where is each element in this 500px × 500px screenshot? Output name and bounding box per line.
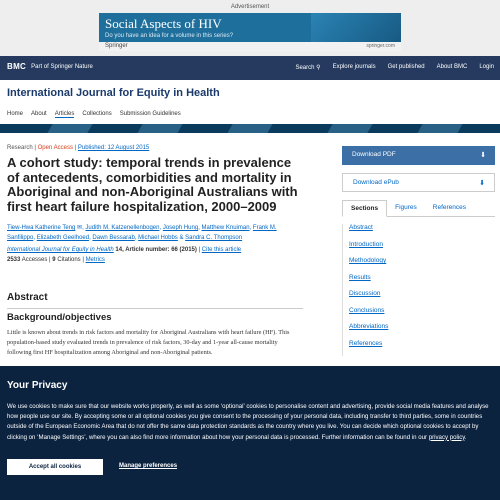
journal-nav-about[interactable]: About: [31, 111, 47, 117]
article-metrics: 2533 Accesses | 9 Citations | Metrics: [7, 257, 105, 263]
download-icon: ⬇: [480, 152, 486, 159]
toc-references[interactable]: References: [349, 339, 383, 347]
toc-results[interactable]: Results: [349, 273, 371, 281]
published-date: Published: 12 August 2015: [77, 145, 150, 151]
citations-label: Citations: [57, 257, 81, 263]
journal-nav-submission-guidelines[interactable]: Submission Guidelines: [119, 111, 181, 117]
logo-tagline: Part of Springer Nature: [31, 63, 93, 70]
toc-abbreviations[interactable]: Abbreviations: [349, 323, 389, 330]
nav-about-bmc[interactable]: About BMC: [436, 64, 468, 70]
article-header: [7, 145, 303, 263]
journal-nav-collections[interactable]: Collections: [82, 111, 112, 117]
citation-details: 14, Article number: 66 (2015): [115, 247, 197, 253]
nav-explore-journals[interactable]: Explore journals: [332, 64, 376, 70]
download-icon: ⬇: [479, 180, 485, 187]
ad-banner[interactable]: [99, 13, 401, 51]
privacy-body: We use cookies to make sure that our website works properly, as well as some ‘optional’ cookies to personalise content and advertising, provide social media features and analyse how people use our site. By accepting some or all optional cookies you give consent to the processing of your personal data, including transfer to third parties, some in countries outside of the European Economic Area that do not offer the same data protection standards as the country where you live. You can decide which optional cookies to accept by clicking on ‘Manage Settings’, where you can also find more information about how your personal data is processed. Further information can be found in our: [7, 403, 489, 441]
nav-search[interactable]: Search ⚲: [295, 65, 321, 71]
bmc-logo[interactable]: [7, 62, 93, 71]
privacy-text: We use cookies to make sure that our website works properly, as well as some ‘optional’ cookies to personalise content and advertising, provide social media features and analyse how people use our site. By accepting some or all optional cookies you give consent to the processing of your personal data, including transfer to third parties, some in countries outside of the European Economic Area that do not offer the same data protection standards as the country where you live. You can decide which optional cookies to accept by clicking on ‘Manage Settings’, where you can also find more information about how your personal data is processed. Further information can be found in our privacy policy.: [7, 403, 489, 441]
download-pdf-button[interactable]: [342, 146, 495, 165]
logo-text: BMC: [7, 62, 27, 71]
sidebar: [342, 146, 495, 356]
ad-label: Advertisement: [230, 4, 270, 10]
accesses-count: 2533: [7, 257, 21, 263]
nav-get-published[interactable]: Get published: [387, 64, 425, 70]
top-navigation: [0, 56, 500, 80]
nav-login[interactable]: Login: [479, 64, 494, 70]
author-link[interactable]: Sandra C. Thompson: [185, 235, 243, 241]
accept-all-cookies-button[interactable]: Accept all cookies: [7, 459, 103, 475]
journal-nav-articles[interactable]: Articles: [54, 111, 75, 117]
metrics-link[interactable]: Metrics: [85, 257, 105, 263]
article-type: Research: [7, 145, 33, 151]
author-link[interactable]: Tiew-Hwa Katherine Teng: [7, 225, 76, 231]
citation-line: International Journal for Equity in Health 14, Article number: 66 (2015) | Cite this article: [7, 247, 242, 253]
cite-this-article-link[interactable]: Cite this article: [201, 247, 242, 253]
author-link[interactable]: Matthew Knuiman: [201, 225, 250, 231]
hero-band: [0, 124, 500, 133]
ad-graphic: [311, 13, 401, 42]
journal-nav: [7, 111, 181, 118]
manage-preferences-button[interactable]: Manage preferences: [119, 463, 178, 469]
tab-references[interactable]: References: [432, 204, 467, 211]
toc-discussion[interactable]: Discussion: [349, 290, 381, 297]
accesses-label: Accesses: [21, 257, 48, 263]
author-link[interactable]: Judith M. Katzenellenbogen: [85, 225, 160, 231]
section-list: [342, 224, 495, 356]
download-epub-button[interactable]: [342, 173, 495, 192]
tab-sections[interactable]: Sections: [342, 200, 387, 217]
privacy-heading: Your Privacy: [7, 380, 68, 391]
background-heading: Background/objectives: [7, 312, 112, 323]
journal-nav-home[interactable]: Home: [7, 111, 24, 117]
abstract-heading: Abstract: [7, 292, 303, 309]
privacy-banner: [0, 366, 500, 500]
citation-journal[interactable]: International Journal for Equity in Health: [7, 247, 114, 253]
toc-introduction[interactable]: Introduction: [349, 240, 383, 248]
ad-brand: Springer: [105, 43, 128, 49]
ad-url: springer.com: [366, 43, 395, 49]
email-icon[interactable]: ✉: [77, 225, 83, 231]
author-link[interactable]: Elizabeth Geelhoed: [36, 235, 90, 241]
article-meta: Research | Open Access | Published: 12 August 2015: [7, 145, 150, 151]
search-icon: ⚲: [316, 65, 321, 71]
advertisement-area: [0, 0, 500, 56]
article-title: A cohort study: temporal trends in prevalence of antecedents, comorbidities and mortality in Aboriginal and non-Aboriginal Australians with first heart failure hospitalization, 2000–2009: [7, 155, 298, 214]
abstract-text: Little is known about trends in risk factors and mortality for Aboriginal Australians with heart failure (HF). This population-based study evaluated trends in prevalence of risk factors, 30-day and 1-year all-cause mortality following first HF hospitalization among Aboriginal and non-Aboriginal patients.: [7, 329, 290, 356]
author-link[interactable]: Dawn Bessarab: [92, 235, 135, 241]
nav-links: [295, 64, 494, 71]
open-access-badge: Open Access: [37, 145, 73, 151]
ad-title: Social Aspects of HIV: [105, 16, 222, 31]
author-link[interactable]: Joseph Hung: [162, 225, 199, 231]
download-epub-label: Download ePub: [353, 179, 399, 186]
citations-count: 9: [52, 257, 56, 263]
toc-methodology[interactable]: Methodology: [349, 257, 387, 264]
ad-footer: [99, 42, 401, 51]
sidebar-tabs: [342, 200, 495, 217]
author-link[interactable]: Frank M. Sanfilippo: [7, 225, 277, 241]
toc-conclusions[interactable]: Conclusions: [349, 306, 385, 314]
author-list: Tiew-Hwa Katherine Teng ✉, Judith M. Katzenellenbogen, Joseph Hung, Matthew Knuiman, Frank M. Sanfilippo, Elizabeth Geelhoed, Dawn Bessarab, Michael Hobbs & Sandra C. Thompson: [7, 225, 277, 241]
download-pdf-label: Download PDF: [352, 151, 396, 158]
ad-subtitle: Do you have an idea for a volume in this series?: [105, 33, 234, 39]
privacy-policy-link[interactable]: privacy policy: [428, 433, 465, 441]
tab-figures[interactable]: Figures: [395, 204, 417, 211]
journal-title[interactable]: International Journal for Equity in Health: [7, 87, 220, 99]
author-link[interactable]: Michael Hobbs: [138, 235, 178, 241]
toc-abstract[interactable]: Abstract: [349, 224, 373, 231]
